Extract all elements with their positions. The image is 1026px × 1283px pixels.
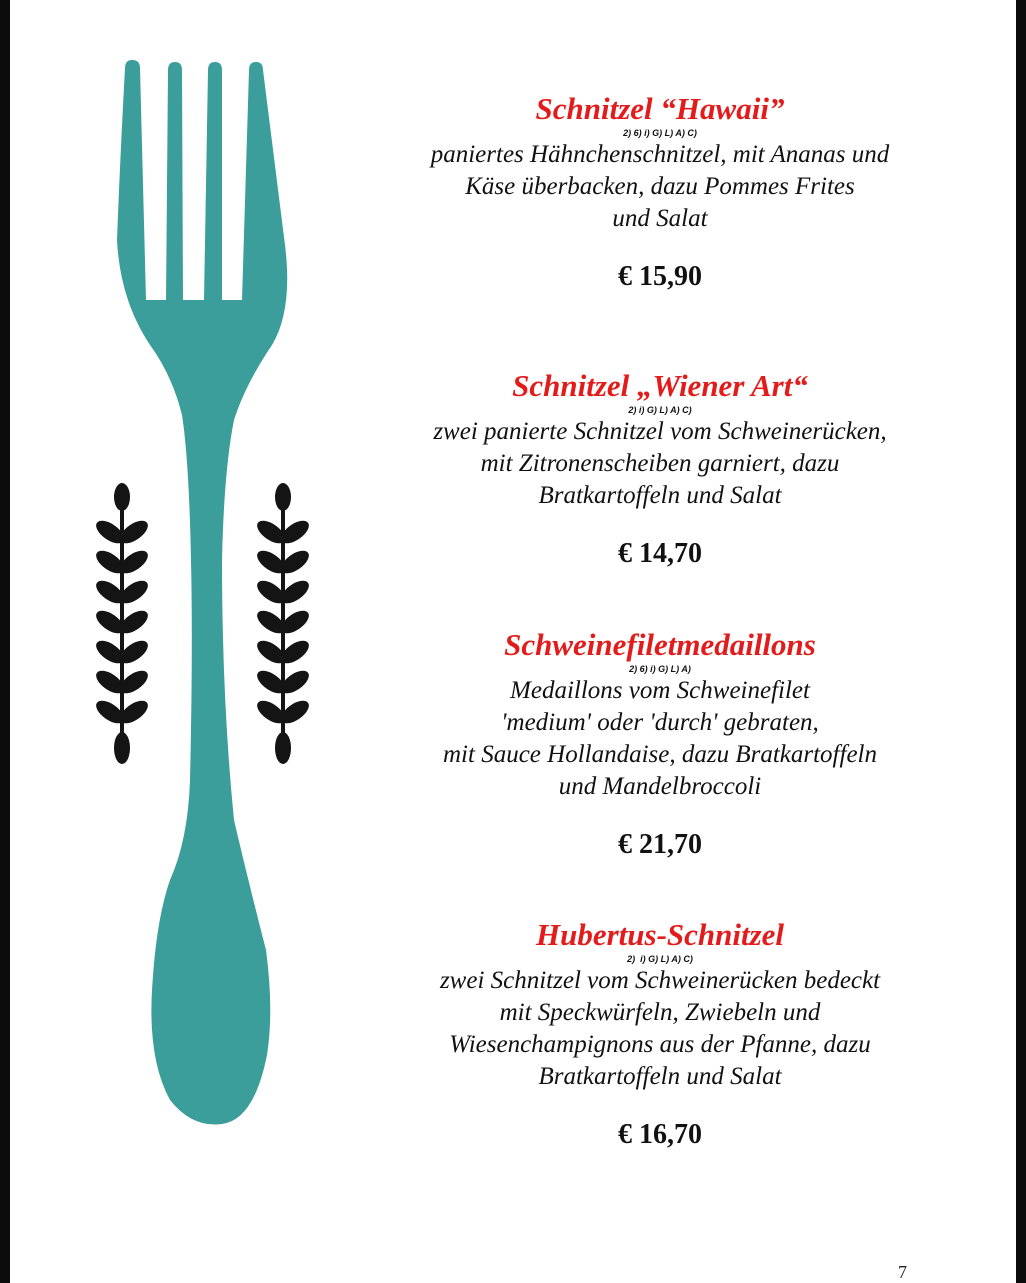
description-line: Bratkartoffeln und Salat [538, 1063, 782, 1090]
allergen-codes: 2) 6) i) G) L) A) C) [623, 128, 697, 138]
description-line: und Salat [612, 205, 708, 232]
description-line: 'medium' oder 'durch' gebraten, [501, 709, 819, 736]
menu-page [10, 0, 1016, 1283]
dish-description [380, 139, 940, 235]
description-line: mit Zitronenscheiben garniert, dazu [480, 450, 840, 477]
dish-price: € 21,70 [618, 829, 702, 860]
dish-description [380, 675, 940, 803]
dish-title: Schnitzel “Hawaii” [535, 91, 785, 126]
dish-title: Schweinefiletmedaillons [504, 627, 816, 662]
description-line: zwei panierte Schnitzel vom Schweinerücken, [433, 418, 887, 445]
page-number: 7 [898, 1262, 907, 1282]
allergen-codes: 2) 6) i) G) L) A) [629, 664, 691, 674]
dish-price: € 15,90 [618, 261, 702, 292]
description-line: mit Speckwürfeln, Zwiebeln und [499, 999, 821, 1026]
dish-price: € 16,70 [618, 1119, 702, 1150]
dish-title: Hubertus-Schnitzel [535, 917, 785, 952]
description-line: und Mandelbroccoli [558, 773, 762, 800]
description-line: paniertes Hähnchenschnitzel, mit Ananas und [430, 141, 890, 168]
description-line: zwei Schnitzel vom Schweinerücken bedeckt [439, 967, 881, 994]
menu-item [380, 92, 940, 293]
dish-title: Schnitzel „Wiener Art“ [512, 368, 808, 403]
dish-description [380, 965, 940, 1093]
menu-item [380, 918, 940, 1151]
allergen-codes: 2) i) G) L) A) C) [627, 954, 693, 964]
description-line: Käse überbacken, dazu Pommes Frites [465, 173, 855, 200]
dish-price: € 14,70 [618, 538, 702, 569]
description-line: Bratkartoffeln und Salat [538, 482, 782, 509]
dish-description [380, 416, 940, 512]
fork-artwork [10, 0, 400, 1283]
allergen-codes: 2) i) G) L) A) C) [628, 405, 692, 415]
leaf-sprig-right [253, 483, 312, 764]
description-line: mit Sauce Hollandaise, dazu Bratkartoffeln [443, 741, 877, 768]
description-line: Medaillons vom Schweinefilet [510, 677, 810, 704]
menu-item [380, 628, 940, 861]
menu-item [380, 369, 940, 570]
leaf-sprig-left [92, 483, 151, 764]
description-line: Wiesenchampignons aus der Pfanne, dazu [449, 1031, 871, 1058]
